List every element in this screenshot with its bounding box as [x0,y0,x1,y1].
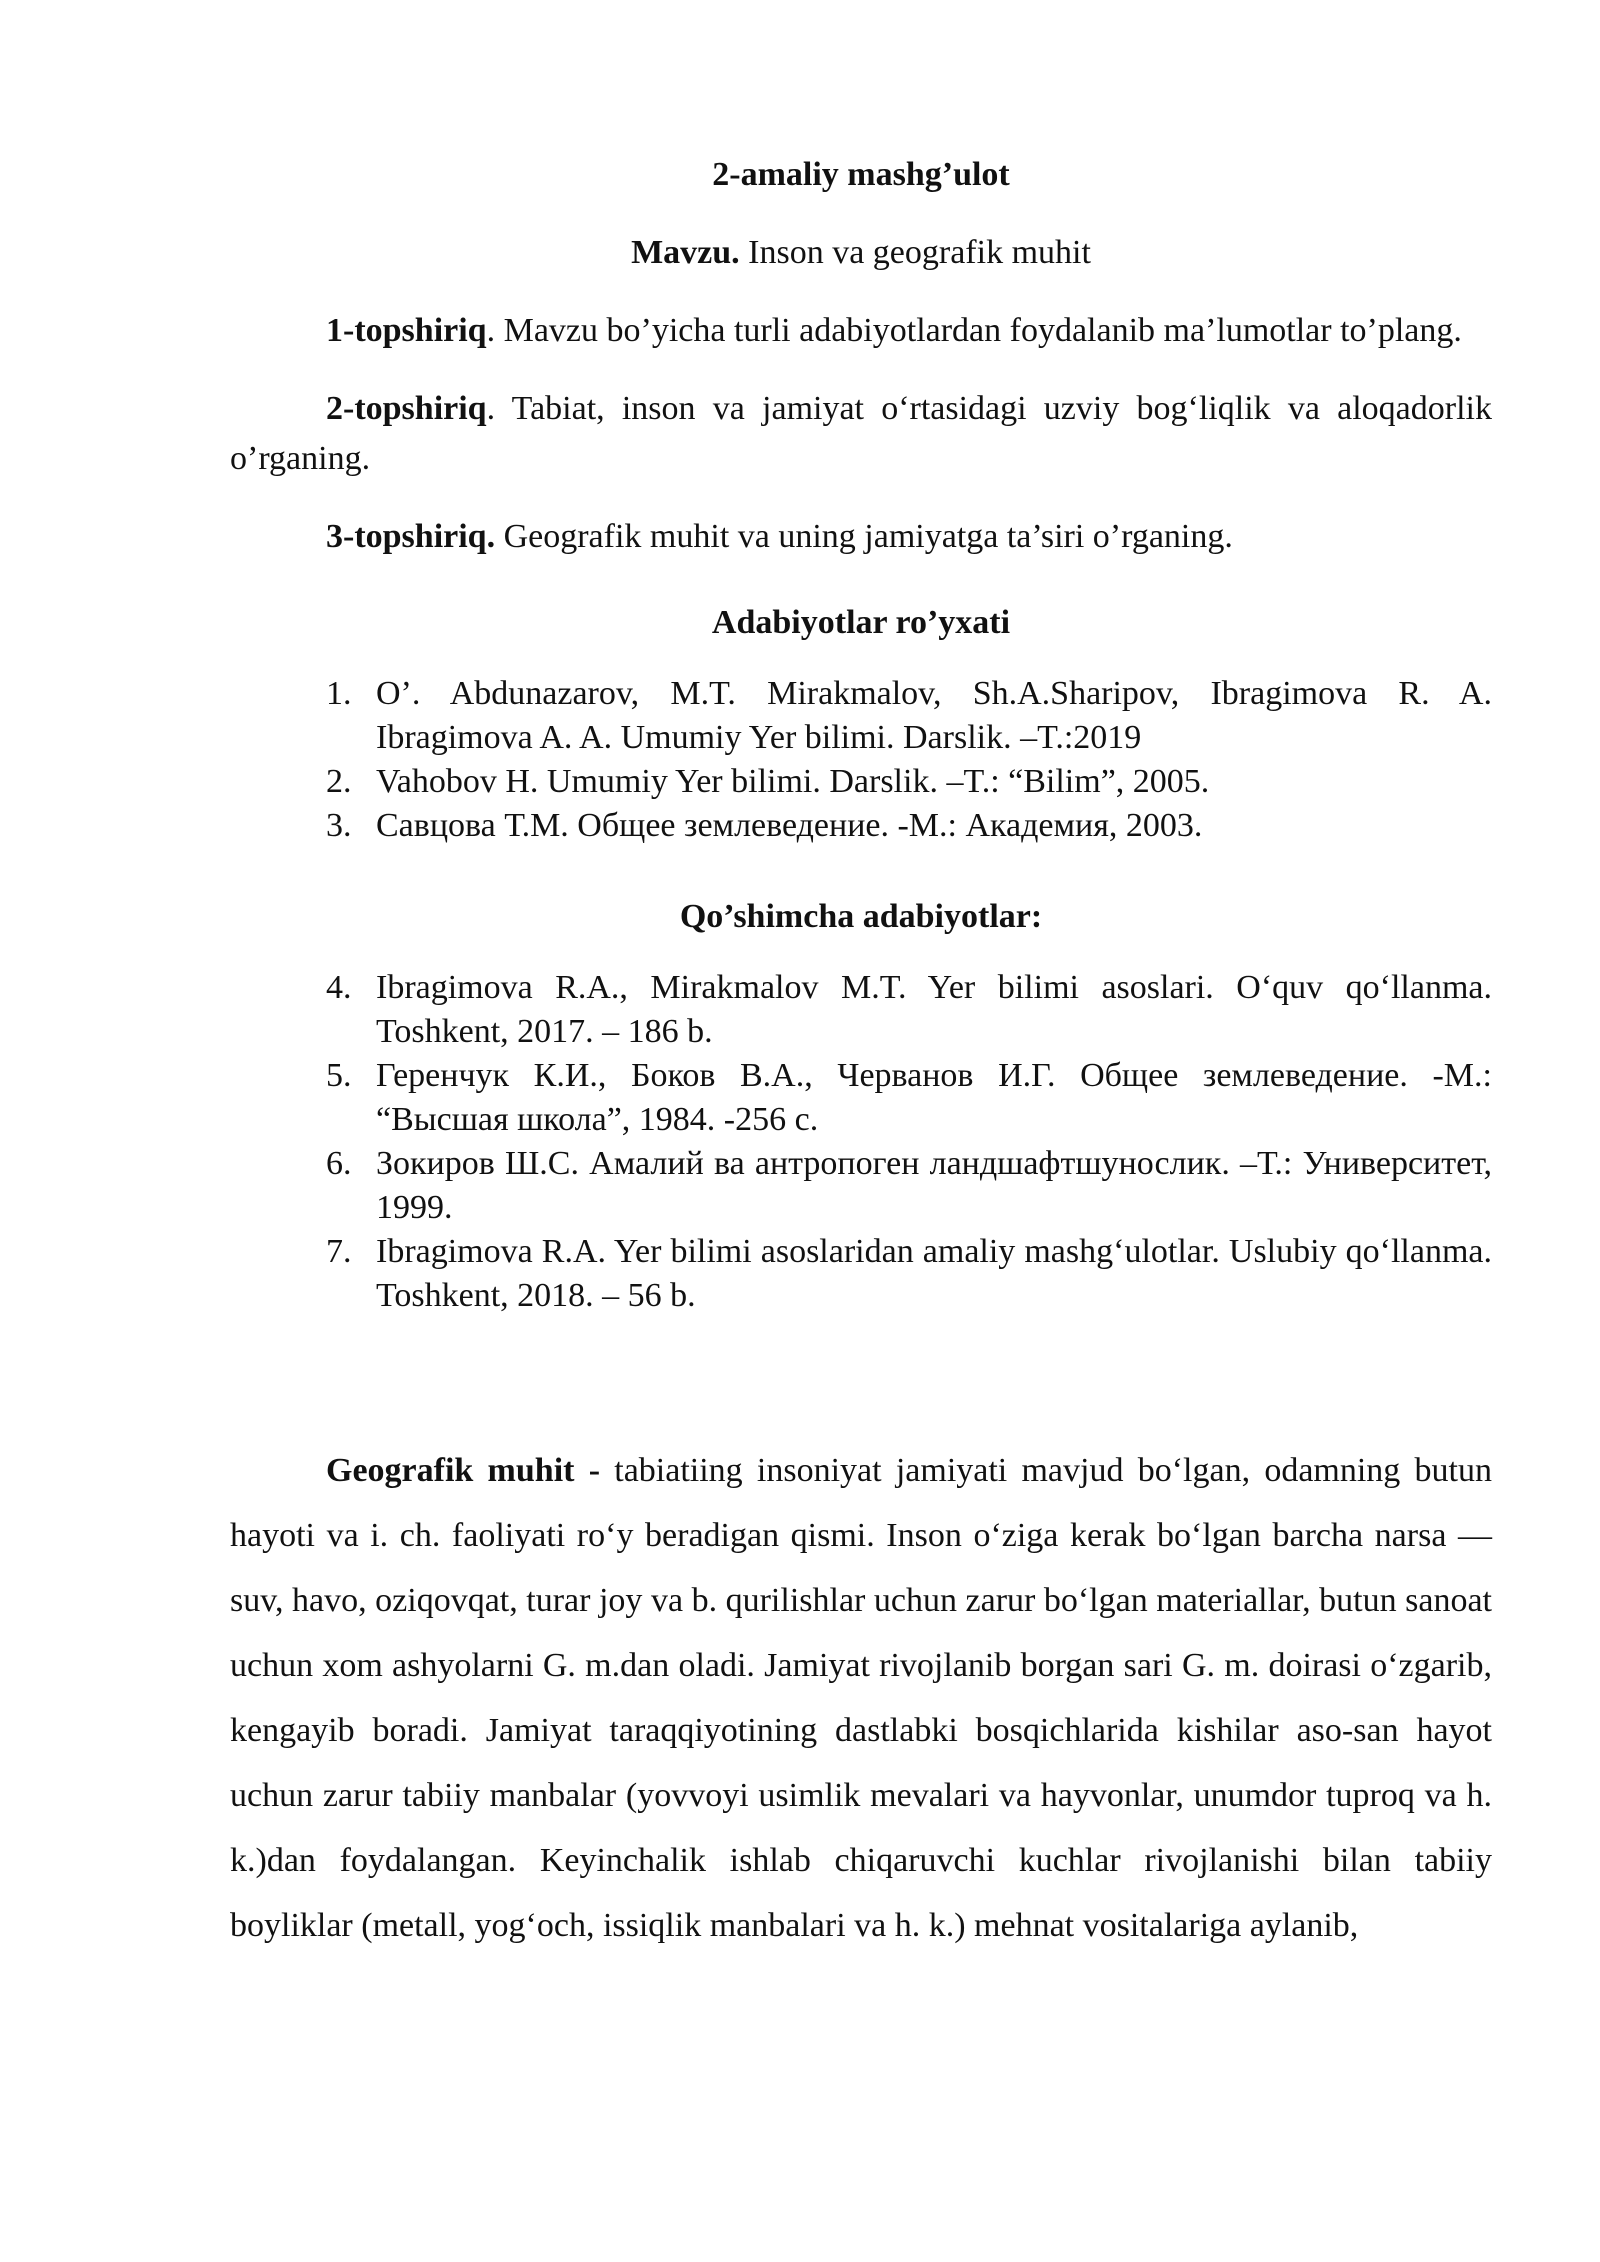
references-list [230,672,1492,848]
reference-number: 1. [326,675,352,712]
reference-number: 7. [326,1233,352,1270]
additional-reference-item [230,1054,1492,1142]
task-1-text: . Mavzu bo’yicha turli adabiyotlardan foydalanib ma’lumotlar to’plang. [486,312,1462,349]
body-paragraph [230,1438,1492,1958]
reference-text: Ibragimova R.A. Yer bilimi asoslaridan amaliy mashg‘ulotlar. Uslubiy qo‘llanma. Toshkent, 2018. – 56 b. [376,1233,1492,1314]
task-1 [230,306,1492,356]
reference-number: 2. [326,763,352,800]
reference-item [230,804,1492,848]
body-term: Geografik muhit - [326,1452,601,1489]
reference-number: 6. [326,1145,352,1182]
reference-text: Савцова Т.М. Общее землеведение. -М.: Академия, 2003. [376,807,1203,844]
reference-text: Зокиров Ш.С. Амалий ва антропоген ландшафтшунослик. –Т.: Университет, 1999. [376,1145,1492,1226]
topic-text: Inson va geografik muhit [739,234,1091,271]
topic-line [230,228,1492,278]
reference-item [230,672,1492,760]
reference-text: O’. Abdunazarov, M.T. Mirakmalov, Sh.A.Sharipov, Ibragimova R. A. Ibragimova A. A. Umumiy Yer bilimi. Darslik. –T.:2019 [376,675,1492,756]
reference-text: Vahobov H. Umumiy Yer bilimi. Darslik. –T.: “Bilim”, 2005. [376,763,1210,800]
task-3 [230,512,1492,562]
task-2 [230,384,1492,484]
body-text: tabiatiing insoniyat jamiyati mavjud bo‘lgan, odamning butun hayoti va i. ch. faoliyati ro‘y beradigan qismi. Inson o‘ziga kerak bo‘lgan barcha narsa — suv, havo, oziqovqat, turar joy va b. qurilishlar uchun zarur bo‘lgan materiallar, butun sanoat uchun xom ashyolarni G. m.dan oladi. Jamiyat rivojlanib borgan sari G. m. doirasi o‘zgarib, kengayib boradi. Jamiyat taraqqiyotining dastlabki bosqichlarida kishilar aso-san hayot uchun zarur tabiiy manbalar (yovvoyi usimlik mevalari va hayvonlar, unumdor tuproq va h. k.)dan foydalangan. Keyinchalik ishlab chiqaruvchi kuchlar rivojlanishi bilan tabiiy boyliklar (metall, yog‘och, issiqlik manbalari va h. k.) mehnat vositalariga aylanib, [230,1452,1492,1944]
reference-number: 4. [326,969,352,1006]
task-2-label: 2-topshiriq [326,390,487,427]
topic-label: Mavzu. [631,234,740,271]
additional-reference-item [230,1142,1492,1230]
task-2-text: . Tabiat, inson va jamiyat o‘rtasidagi uzviy bog‘liqlik va aloqadorlik o’rganing. [230,390,1492,477]
additional-reference-item [230,1230,1492,1318]
reference-number: 3. [326,807,352,844]
additional-references-list [230,966,1492,1318]
additional-reference-item [230,966,1492,1054]
task-3-text: Geografik muhit va uning jamiyatga ta’siri o’rganing. [495,518,1233,555]
references-title: Adabiyotlar ro’yxati [711,604,1011,641]
page-title: 2-amaliy mashg’ulot [712,156,1010,193]
task-1-label: 1-topshiriq [326,312,487,349]
reference-text: Ibragimova R.A., Mirakmalov M.T. Yer bilimi asoslari. O‘quv qo‘llanma. Toshkent, 2017. – 186 b. [376,969,1492,1050]
reference-item [230,760,1492,804]
reference-text: Геренчук К.И., Боков В.А., Черванов И.Г. Общее землеведение. -М.: “Высшая школа”, 1984. -256 с. [376,1057,1492,1138]
document-content [230,150,1492,1992]
reference-number: 5. [326,1057,352,1094]
task-3-label: 3-topshiriq. [326,518,496,555]
additional-references-title: Qo’shimcha adabiyotlar: [679,898,1043,935]
